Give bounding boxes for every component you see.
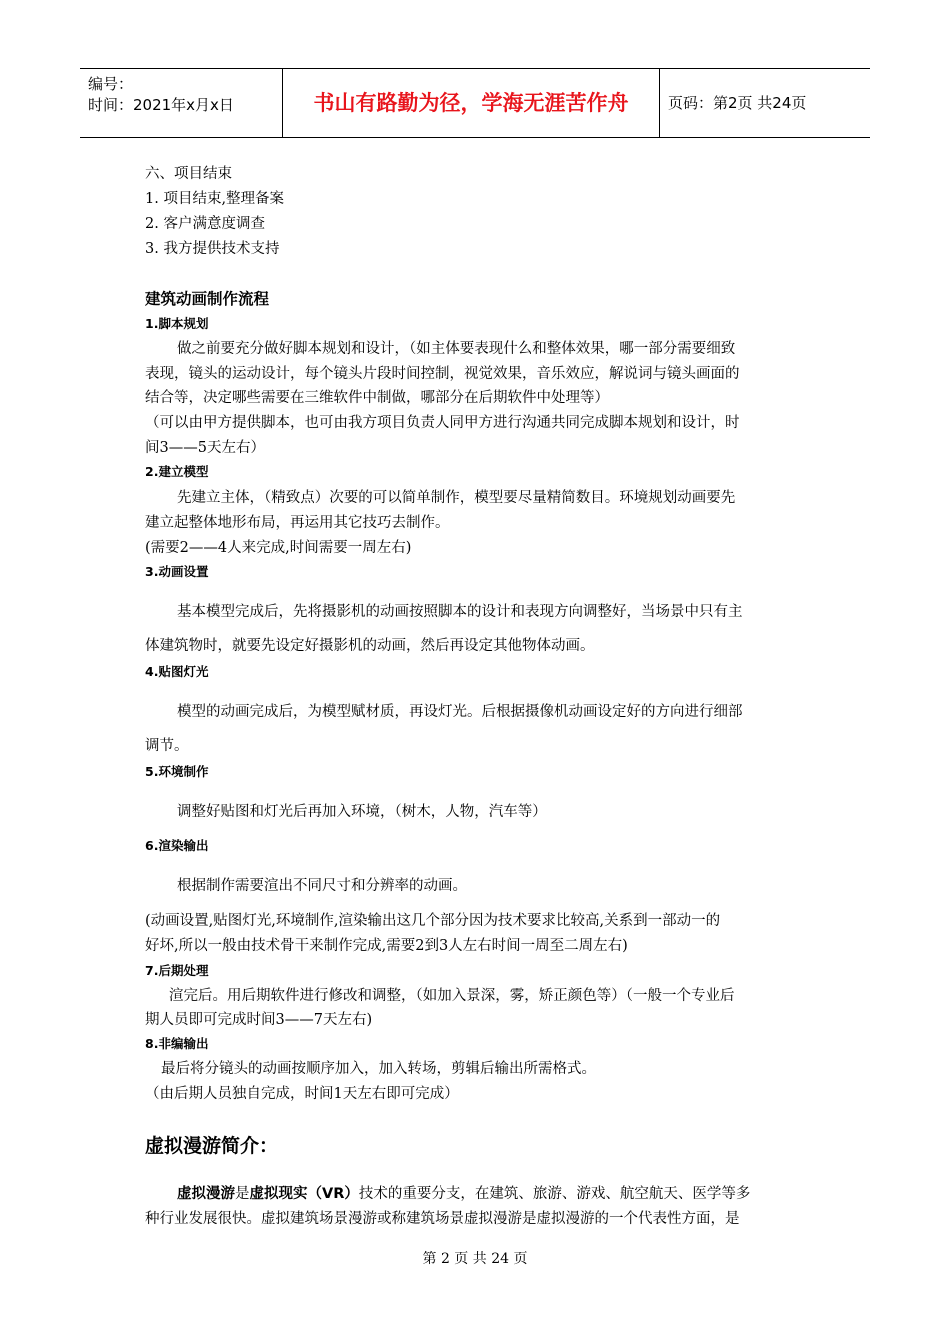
section6-title: 六、项目结束 <box>145 166 232 182</box>
step-1-text: 表现，镜头的运动设计，每个镜头片段时间控制，视觉效果，音乐效应，解说词与镜头画面的 <box>145 366 740 382</box>
step-5-text: 调整好贴图和灯光后再加入环境，（树木，人物，汽车等） <box>177 804 547 820</box>
step-6-note: (动画设置,贴图灯光,环境制作,渲染输出这几个部分因为技术要求比较高,关系到一部动一的 <box>145 913 721 929</box>
step-1-note: （可以由甲方提供脚本，也可由我方项目负责人同甲方进行沟通共同完成脚本规划和设计，时 <box>145 415 740 431</box>
page-footer: 第 2 页 共 24 页 <box>422 1251 528 1267</box>
vr-paragraph-line: 种行业发展很快。虚拟建筑场景漫游或称建筑场景虚拟漫游是虚拟漫游的一个代表性方面，是 <box>145 1211 740 1227</box>
step-8-title: 8.非编输出 <box>145 1036 209 1051</box>
step-1-title: 1.脚本规划 <box>145 316 209 331</box>
step-3-title: 3.动画设置 <box>145 564 209 579</box>
step-7-text: 期人员即可完成时间3——7天左右) <box>145 1012 373 1028</box>
number-label: 编号： <box>88 75 134 93</box>
header-page-label: 页码：第2页 共24页 <box>668 94 807 112</box>
step-1-text: 做之前要充分做好脚本规划和设计，（如主体要表现什么和整体效果，哪一部分需要细致 <box>177 341 736 357</box>
vr-text: 是 <box>235 1186 250 1202</box>
step-7-text: 渲完后。用后期软件进行修改和调整，（如加入景深，雾，矫正颜色等）（一般一个专业后 <box>169 988 735 1004</box>
vr-title: 虚拟漫游简介： <box>145 1135 279 1157</box>
vr-term: 虚拟现实（VR） <box>249 1186 359 1202</box>
step-2-title: 2.建立模型 <box>145 464 209 479</box>
page-header <box>80 68 870 138</box>
vr-text: 技术的重要分支，在建筑、旅游、游戏、航空航天、医学等多 <box>358 1186 751 1202</box>
step-6-note: 好坏,所以一般由技术骨干来制作完成,需要2到3人左右时间一周至二周左右) <box>145 938 628 954</box>
step-2-text: 先建立主体，（精致点）次要的可以简单制作，模型要尽量精简数目。环境规划动画要先 <box>177 490 736 506</box>
step-4-text: 调节。 <box>145 738 189 754</box>
vr-paragraph <box>177 1182 750 1203</box>
step-6-title: 6.渲染输出 <box>145 838 209 853</box>
step-7-title: 7.后期处理 <box>145 963 209 978</box>
animation-title: 建筑动画制作流程 <box>145 290 270 308</box>
step-3-text: 基本模型完成后，先将摄影机的动画按照脚本的设计和表现方向调整好，当场景中只有主 <box>177 604 743 620</box>
step-8-text: 最后将分镜头的动画按顺序加入，加入转场，剪辑后输出所需格式。 <box>161 1061 596 1077</box>
step-5-title: 5.环境制作 <box>145 764 209 779</box>
step-2-note: (需要2——4人来完成,时间需要一周左右) <box>145 540 412 556</box>
step-2-text: 建立起整体地形布局，再运用其它技巧去制作。 <box>145 515 450 531</box>
step-1-note: 间3——5天左右） <box>145 440 265 456</box>
step-4-title: 4.贴图灯光 <box>145 664 209 679</box>
step-6-text: 根据制作需要渲出不同尺寸和分辨率的动画。 <box>177 878 467 894</box>
header-motto: 书山有路勤为径，学海无涯苦作舟 <box>283 69 660 137</box>
section6-item: 1. 项目结束,整理备案 <box>145 191 285 207</box>
date-label: 时间：2021年x月x日 <box>88 96 234 114</box>
section6-item: 3. 我方提供技术支持 <box>145 241 280 257</box>
step-3-text: 体建筑物时，就要先设定好摄影机的动画，然后再设定其他物体动画。 <box>145 638 595 654</box>
step-4-text: 模型的动画完成后，为模型赋材质，再设灯光。后根据摄像机动画设定好的方向进行细部 <box>177 704 743 720</box>
step-8-note: （由后期人员独自完成，时间1天左右即可完成） <box>145 1086 459 1102</box>
step-1-text: 结合等，决定哪些需要在三维软件中制做，哪部分在后期软件中处理等） <box>145 390 609 406</box>
vr-term: 虚拟漫游 <box>177 1186 235 1202</box>
section6-item: 2. 客户满意度调查 <box>145 216 265 232</box>
header-meta <box>80 69 283 137</box>
